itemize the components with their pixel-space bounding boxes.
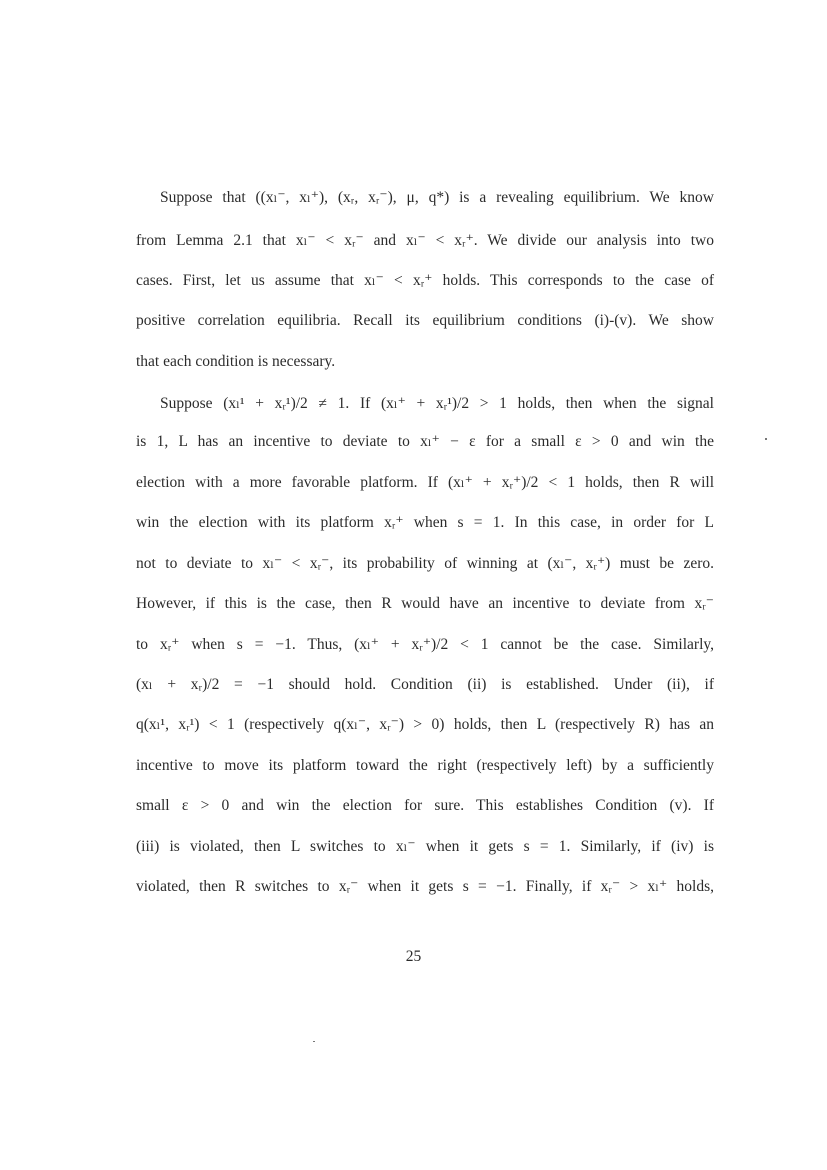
paragraph-1-line-5: that each condition is necessary. — [136, 353, 336, 370]
paragraph-2-line-5: not to deviate to xₗ⁻ < xᵣ⁻, its probability of winning at (xₗ⁻, xᵣ⁺) must be zero. — [136, 555, 714, 572]
page-number: 25 — [405, 948, 422, 965]
scan-speck — [313, 1041, 315, 1042]
paragraph-2-line-3: election with a more favorable platform. If (xₗ⁺ + xᵣ⁺)/2 < 1 holds, then R will — [136, 474, 714, 491]
paragraph-2-line-9: q(xₗ¹, xᵣ¹) < 1 (respectively q(xₗ⁻, xᵣ⁻) > 0) holds, then L (respectively R) has an — [136, 716, 714, 733]
paragraph-2-line-4: win the election with its platform xᵣ⁺ when s = 1. In this case, in order for L — [136, 514, 714, 531]
paragraph-2-line-8: (xₗ + xᵣ)/2 = −1 should hold. Condition (ii) is established. Under (ii), if — [136, 676, 714, 693]
paragraph-2-line-1: Suppose (xₗ¹ + xᵣ¹)/2 ≠ 1. If (xₗ⁺ + xᵣ¹)/2 > 1 holds, then when the signal — [160, 395, 714, 412]
paragraph-2-line-11: small ε > 0 and win the election for sure. This establishes Condition (v). If — [136, 797, 714, 814]
paragraph-2-line-12: (iii) is violated, then L switches to xₗ⁻ when it gets s = 1. Similarly, if (iv) is — [136, 838, 714, 855]
paragraph-2-line-10: incentive to move its platform toward the right (respectively left) by a sufficiently — [136, 757, 714, 774]
paragraph-1-line-1: Suppose that ((xₗ⁻, xₗ⁺), (xᵣ, xᵣ⁻), μ, q*) is a revealing equilibrium. We know — [160, 189, 714, 206]
scan-speck — [765, 438, 767, 440]
paragraph-2-line-2: is 1, L has an incentive to deviate to xₗ⁺ − ε for a small ε > 0 and win the — [136, 433, 714, 450]
paragraph-2-line-6: However, if this is the case, then R would have an incentive to deviate from xᵣ⁻ — [136, 595, 714, 612]
paragraph-2-line-13: violated, then R switches to xᵣ⁻ when it gets s = −1. Finally, if xᵣ⁻ > xₗ⁺ holds, — [136, 878, 714, 895]
paragraph-2-line-7: to xᵣ⁺ when s = −1. Thus, (xₗ⁺ + xᵣ⁺)/2 < 1 cannot be the case. Similarly, — [136, 636, 714, 653]
paragraph-1-line-4: positive correlation equilibria. Recall its equilibrium conditions (i)-(v). We show — [136, 312, 714, 329]
paragraph-1-line-3: cases. First, let us assume that xₗ⁻ < xᵣ⁺ holds. This corresponds to the case of — [136, 272, 714, 289]
paragraph-1-line-2: from Lemma 2.1 that xₗ⁻ < xᵣ⁻ and xₗ⁻ < xᵣ⁺. We divide our analysis into two — [136, 232, 714, 249]
